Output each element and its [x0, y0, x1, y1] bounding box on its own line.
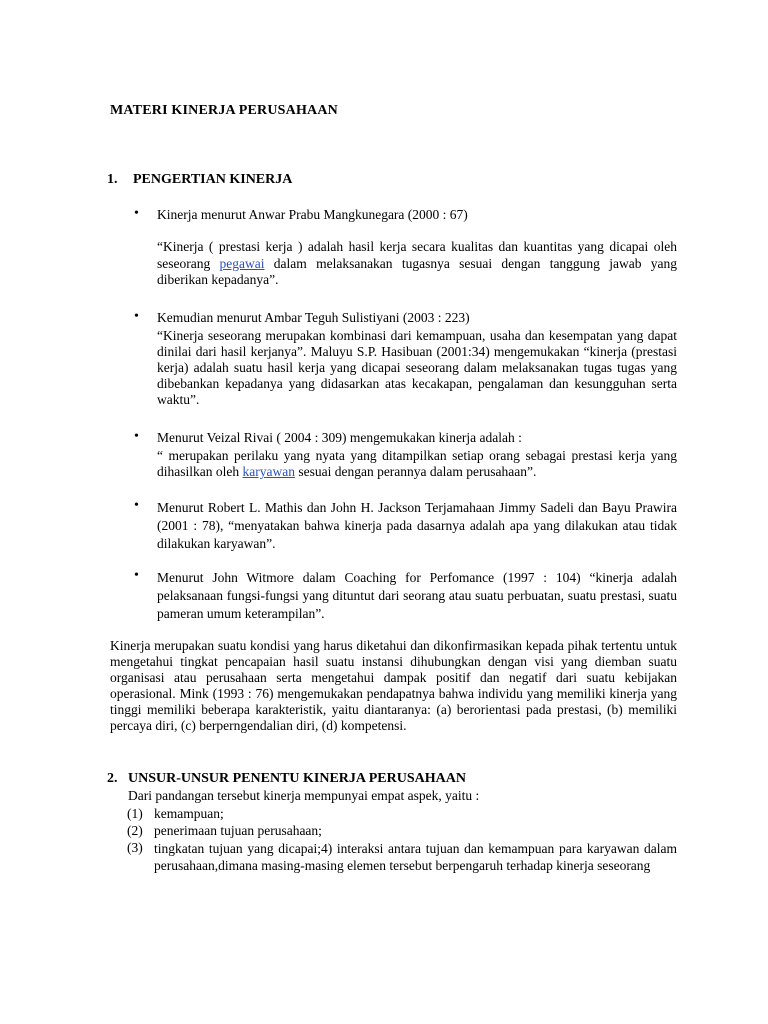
section-2-heading [107, 771, 466, 787]
list-item-3 [157, 430, 677, 480]
aspect-item-1 [127, 806, 677, 822]
item-5-text: Menurut John Witmore dalam Coaching for Perfomance (1997 : 104) “kinerja adalah pelaksanaan fungsi-fungsi yang dituntut dari seorang atau suatu perbuatan, suatu prestasi, suatu pameran umum keterampilan”. [157, 570, 677, 621]
section-2-title: UNSUR-UNSUR PENENTU KINERJA PERUSAHAAN [128, 771, 466, 786]
bullet-1: • [134, 206, 139, 221]
pegawai-link[interactable]: pegawai [219, 255, 265, 271]
item-2-lead: Kemudian menurut Ambar Teguh Sulistiyani (2003 : 223) [157, 310, 470, 325]
item-3-quote-text-b: sesuai dengan perannya dalam perusahaan”. [294, 464, 537, 479]
section-2-number: 2. [107, 771, 118, 786]
paragraph-text: Kinerja merupakan suatu kondisi yang harus diketahui dan dikonfirmasikan kepada pihak tertentu untuk mengetahui tingkat pencapaian hasil suatu instansi dihubungkan dengan visi yang diemban suatu organisasi atau perusahaan serta mengetahui dampak positif dan negatif dari suatu kebijakan operasional. Mink (1993 : 76) mengemukakan pendapatnya bahwa individu yang memiliki kinerja yang tinggi memiliki beberapa karakteristik, yaitu diantaranya: (a) berorientasi pada prestasi, (b) memiliki percaya diri, (c) berperngendalian diri, (d) kompetensi. [110, 638, 677, 733]
item-1-lead: Kinerja menurut Anwar Prabu Mangkunegara (2000 : 67) [157, 207, 468, 222]
aspect-item-2-text: penerimaan tujuan perusahaan; [154, 823, 322, 838]
item-3-lead: Menurut Veizal Rivai ( 2004 : 309) mengemukakan kinerja adalah : [157, 430, 522, 445]
item-1-quote-text-b: dalam melaksanakan tugasnya sesuai dengan tanggung jawab yang diberikan kepadanya”. [157, 255, 677, 287]
bullet-4: • [134, 498, 139, 513]
list-item-2 [157, 310, 677, 408]
bullet-3: • [134, 429, 139, 444]
body-paragraph [110, 638, 677, 734]
item-3-quote-text-a: “ merupakan perilaku yang nyata yang ditampilkan setiap orang sebagai prestasi kerja yang dihasilkan oleh [157, 448, 677, 479]
section-1-number: 1. [107, 172, 118, 187]
item-4-text: Menurut Robert L. Mathis dan John H. Jackson Terjamahaan Jimmy Sadeli dan Bayu Prawira (2001 : 78), “menyatakan bahwa kinerja pada dasarnya adalah apa yang dilakukan atau tidak dilakukan karyawan”. [157, 500, 677, 551]
item-1-quote-text-a: “Kinerja ( prestasi kerja ) adalah hasil kerja secara kualitas dan kuantitas yang dicapai oleh seseorang [157, 239, 677, 271]
aspect-item-2-number: (2) [127, 823, 143, 838]
list-item-1 [157, 207, 677, 289]
document-title: MATERI KINERJA PERUSAHAAN [110, 103, 338, 118]
section-1-heading [107, 172, 292, 188]
item-2-quote: “Kinerja seseorang merupakan kombinasi dari kemampuan, usaha dan kesempatan yang dapat dinilai dari hasil kerjanya”. Maluyu S.P. Hasibuan (2001:34) mengemukakan “kinerja (prestasi kerja) adalah suatu hasil kerja yang dicapai seseorang dalam melaksanakan tugas tugas yang dibebankan kepadanya yang didasarkan atas kecakapan, pengalaman dan kesungguhan serta waktu”. [157, 328, 677, 407]
section-2-intro-text: Dari pandangan tersebut kinerja mempunyai empat aspek, yaitu : [128, 788, 480, 803]
list-item-5 [157, 569, 677, 623]
karyawan-link[interactable]: karyawan [242, 464, 295, 479]
aspect-item-3 [127, 840, 677, 874]
aspect-item-2 [127, 823, 677, 839]
aspect-item-3-number: (3) [127, 840, 143, 855]
bullet-5: • [134, 568, 139, 583]
section-1-title: PENGERTIAN KINERJA [133, 172, 293, 187]
section-2-intro [128, 788, 678, 804]
item-1-quote [157, 239, 677, 289]
aspect-item-1-text: kemampuan; [154, 806, 224, 821]
bullet-2: • [134, 309, 139, 324]
aspect-item-3-text: tingkatan tujuan yang dicapai;4) interaksi antara tujuan dan kemampuan para karyawan dalam perusahaan,dimana masing-masing elemen tersebut berpengaruh terhadap kinerja seseorang [154, 841, 677, 873]
item-3-quote [157, 448, 677, 480]
list-item-4 [157, 499, 677, 553]
aspect-item-1-number: (1) [127, 806, 143, 821]
